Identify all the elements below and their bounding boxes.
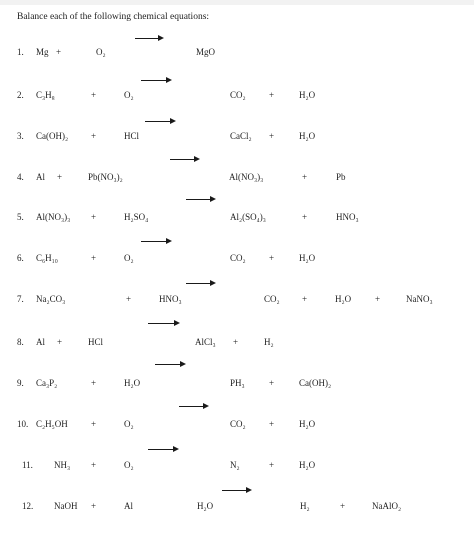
equation-2-species-co2: CO₂ [230, 90, 246, 100]
equation-5-number: 5. [17, 212, 24, 222]
equation-6-number: 6. [17, 253, 24, 263]
equation-7-plus-sign: + [302, 294, 308, 304]
equation-3-species-hcl: HCl [124, 131, 140, 141]
equation-5-species-h2so4: H₂SO₄ [124, 212, 149, 222]
equation-11-number: 11. [22, 460, 33, 470]
equation-7-plus-sign: + [375, 294, 381, 304]
equation-12-species-h2o: H₂O [197, 501, 214, 511]
equation-10-species-co2: CO₂ [230, 419, 246, 429]
equation-2-number: 2. [17, 90, 24, 100]
equation-12-species-naalo2: NaAlO₂ [372, 501, 402, 511]
equation-1-species-mg: Mg [36, 47, 49, 57]
equation-4-plus-sign: + [302, 172, 308, 182]
equation-2-plus-sign: + [91, 90, 97, 100]
equation-12-plus-sign: + [340, 501, 346, 511]
equation-10-species-c2h5oh: C₂H₅OH [36, 419, 68, 429]
equation-1-number: 1. [17, 47, 24, 57]
equation-2-species-o2: O₂ [124, 90, 134, 100]
equation-9-reaction-arrow-icon [155, 361, 186, 369]
equation-7-number: 7. [17, 294, 24, 304]
equation-3-species-ca-oh-2: Ca(OH)₂ [36, 131, 69, 141]
equation-8-reaction-arrow-icon [148, 320, 180, 328]
equation-5-reaction-arrow-icon [186, 196, 216, 204]
equation-7-species-nano3: NaNO₃ [406, 294, 433, 304]
equation-11-plus-sign: + [91, 460, 97, 470]
equation-10-number: 10. [17, 419, 29, 429]
equation-9-plus-sign: + [91, 378, 97, 388]
equation-11-species-o2: O₂ [124, 460, 134, 470]
equation-4-number: 4. [17, 172, 24, 182]
equation-3-plus-sign: + [269, 131, 275, 141]
equation-9-number: 9. [17, 378, 24, 388]
equation-6-reaction-arrow-icon [141, 238, 172, 246]
equation-11-species-n2: N₂ [230, 460, 240, 470]
equation-7-plus-sign: + [126, 294, 132, 304]
equation-11-plus-sign: + [269, 460, 275, 470]
equation-1-species-mgo: MgO [196, 47, 216, 57]
equation-3-number: 3. [17, 131, 24, 141]
equation-12-species-al: Al [124, 501, 133, 511]
equation-3-plus-sign: + [91, 131, 97, 141]
equation-10-plus-sign: + [269, 419, 275, 429]
equation-3-species-cacl2: CaCl₂ [230, 131, 252, 141]
equation-4-species-al: Al [36, 172, 45, 182]
equation-8-plus-sign: + [57, 337, 63, 347]
equation-1-reaction-arrow-icon [135, 35, 164, 43]
equation-7-species-na2co3: Na₂CO₃ [36, 294, 66, 304]
equation-12-reaction-arrow-icon [222, 487, 252, 495]
equation-6-species-h2o: H₂O [299, 253, 316, 263]
equation-1-species-o2: O₂ [96, 47, 106, 57]
equation-8-number: 8. [17, 337, 24, 347]
equation-2-plus-sign: + [269, 90, 275, 100]
equation-5-species-al-no3-3: Al(NO₃)₃ [36, 212, 71, 222]
equation-10-species-o2: O₂ [124, 419, 134, 429]
equation-10-species-h2o: H₂O [299, 419, 316, 429]
equation-9-species-h2o: H₂O [124, 378, 141, 388]
equation-3-species-h2o: H₂O [299, 131, 316, 141]
equation-11-species-nh3: NH₃ [54, 460, 71, 470]
equation-6-plus-sign: + [269, 253, 275, 263]
worksheet-title: Balance each of the following chemical equations: [17, 12, 210, 22]
equation-9-species-ca3p2: Ca₃P₂ [36, 378, 58, 388]
equation-9-plus-sign: + [269, 378, 275, 388]
equation-9-species-ca-oh-2: Ca(OH)₂ [299, 378, 332, 388]
equation-12-species-naoh: NaOH [54, 501, 78, 511]
equation-12-number: 12. [22, 501, 34, 511]
equation-4-species-pb-no3-2: Pb(NO₃)₂ [88, 172, 123, 182]
equation-4-species-pb: Pb [336, 172, 346, 182]
equation-6-species-co2: CO₂ [230, 253, 246, 263]
equation-6-species-c6h10: C₆H₁₀ [36, 253, 58, 263]
equation-10-plus-sign: + [91, 419, 97, 429]
equation-4-reaction-arrow-icon [170, 156, 200, 164]
equation-2-reaction-arrow-icon [141, 77, 172, 85]
equation-8-species-al: Al [36, 337, 45, 347]
equation-9-species-ph3: PH₃ [230, 378, 245, 388]
equation-7-species-hno3: HNO₃ [159, 294, 182, 304]
equation-5-species-hno3: HNO₃ [336, 212, 359, 222]
equation-2-species-h2o: H₂O [299, 90, 316, 100]
equation-8-species-alcl3: AlCl₃ [195, 337, 216, 347]
equation-8-species-hcl: HCl [88, 337, 104, 347]
equation-7-species-h2o: H₂O [335, 294, 352, 304]
equation-11-reaction-arrow-icon [148, 446, 179, 454]
equation-8-plus-sign: + [233, 337, 239, 347]
equation-7-reaction-arrow-icon [186, 280, 216, 288]
equation-5-species-al2-so4-3: Al₂(SO₄)₃ [230, 212, 266, 222]
equation-2-species-c3h8: C₃H₈ [36, 90, 55, 100]
equation-12-plus-sign: + [91, 501, 97, 511]
equation-3-reaction-arrow-icon [145, 118, 176, 126]
equation-6-species-o2: O₂ [124, 253, 134, 263]
equation-11-species-h2o: H₂O [299, 460, 316, 470]
equation-4-species-al-no3-3: Al(NO₃)₃ [229, 172, 264, 182]
equation-10-reaction-arrow-icon [179, 403, 209, 411]
equation-12-species-h2: H₂ [300, 501, 310, 511]
equation-6-plus-sign: + [91, 253, 97, 263]
equation-5-plus-sign: + [302, 212, 308, 222]
equation-4-plus-sign: + [57, 172, 63, 182]
equation-8-species-h2: H₂ [264, 337, 274, 347]
equation-5-plus-sign: + [91, 212, 97, 222]
equation-7-species-co2: CO₂ [264, 294, 280, 304]
equation-1-plus-sign: + [56, 47, 62, 57]
